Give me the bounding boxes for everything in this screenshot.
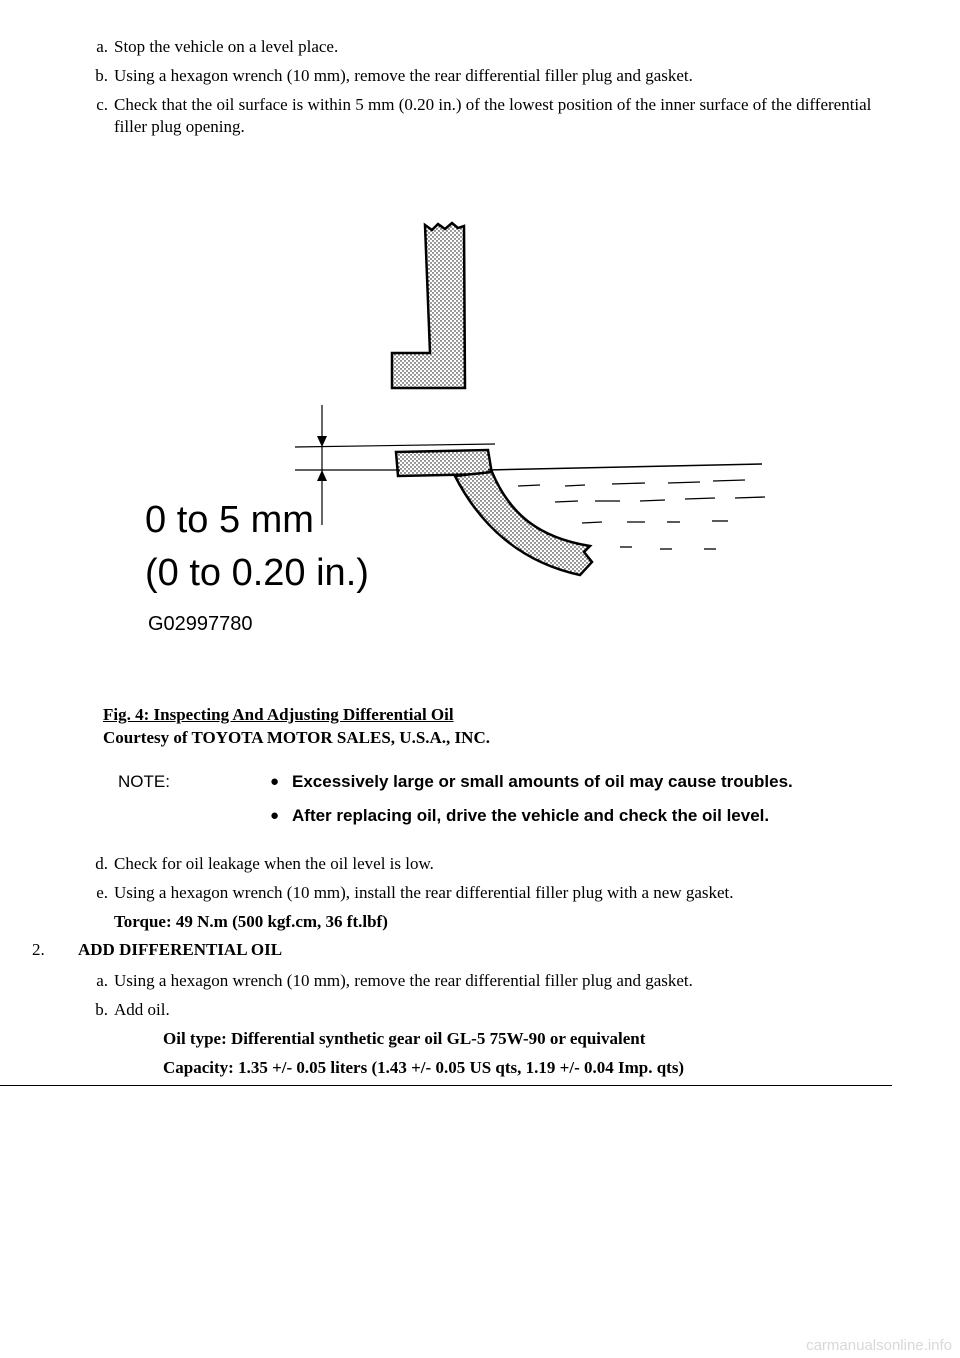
note-item	[270, 772, 793, 806]
torque-spec: Torque: 49 N.m (500 kgf.cm, 36 ft.lbf)	[114, 912, 388, 931]
section-divider	[0, 1085, 892, 1086]
section-number: 2.	[32, 940, 45, 959]
oil-type-spec: Oil type: Differential synthetic gear oil GL-5 75W-90 or equivalent	[163, 1029, 646, 1048]
step-marker: b.	[95, 1000, 108, 1019]
differential-oil-level-figure	[100, 200, 800, 670]
step-text: Check that the oil surface is within 5 mm (0.20 in.) of the lowest position of the inner surface of the differential filler plug opening.	[114, 95, 872, 136]
bullet-icon: ●	[270, 807, 280, 824]
step-marker: c.	[96, 95, 108, 114]
case-wall-curve	[455, 472, 592, 575]
capacity-spec: Capacity: 1.35 +/- 0.05 liters (1.43 +/- 0.05 US qts, 1.19 +/- 0.04 Imp. qts)	[163, 1058, 685, 1077]
step-marker: a.	[96, 971, 108, 990]
figure-courtesy: Courtesy of TOYOTA MOTOR SALES, U.S.A., INC.	[103, 728, 490, 747]
note-item	[270, 806, 793, 840]
range-in-label: (0 to 0.20 in.)	[145, 552, 369, 594]
figure-caption: Fig. 4: Inspecting And Adjusting Differential Oil	[103, 705, 454, 724]
step-text: Using a hexagon wrench (10 mm), install the rear differential filler plug with a new gasket.	[114, 883, 734, 902]
oil-surface-line	[488, 464, 762, 470]
step-marker: b.	[95, 66, 108, 85]
note-label: NOTE:	[118, 772, 170, 791]
section-title: ADD DIFFERENTIAL OIL	[78, 940, 283, 959]
step-text: Check for oil leakage when the oil level is low.	[114, 854, 434, 873]
housing-wall	[392, 223, 465, 388]
watermark: carmanualsonline.info	[806, 1337, 952, 1354]
section-heading	[32, 940, 282, 960]
range-mm-label: 0 to 5 mm	[145, 499, 314, 541]
bullet-icon: ●	[270, 773, 280, 790]
note-text: Excessively large or small amounts of oil may cause troubles.	[292, 772, 793, 791]
arrow-down	[317, 436, 327, 447]
figure-code: G02997780	[148, 613, 253, 635]
step-marker: e.	[96, 883, 108, 902]
step-text: Add oil.	[114, 1000, 170, 1019]
oil-level-diagram	[100, 200, 800, 670]
upper-reference-line	[295, 444, 495, 447]
arrow-up	[317, 470, 327, 481]
plug-flange	[396, 450, 492, 476]
step-marker: a.	[96, 37, 108, 56]
note-text: After replacing oil, drive the vehicle and check the oil level.	[292, 806, 770, 825]
step-marker: d.	[95, 854, 108, 873]
note-list	[270, 772, 793, 840]
step-text: Stop the vehicle on a level place.	[114, 37, 339, 56]
step-text: Using a hexagon wrench (10 mm), remove the rear differential filler plug and gasket.	[114, 971, 693, 990]
step-text: Using a hexagon wrench (10 mm), remove the rear differential filler plug and gasket.	[114, 66, 693, 85]
